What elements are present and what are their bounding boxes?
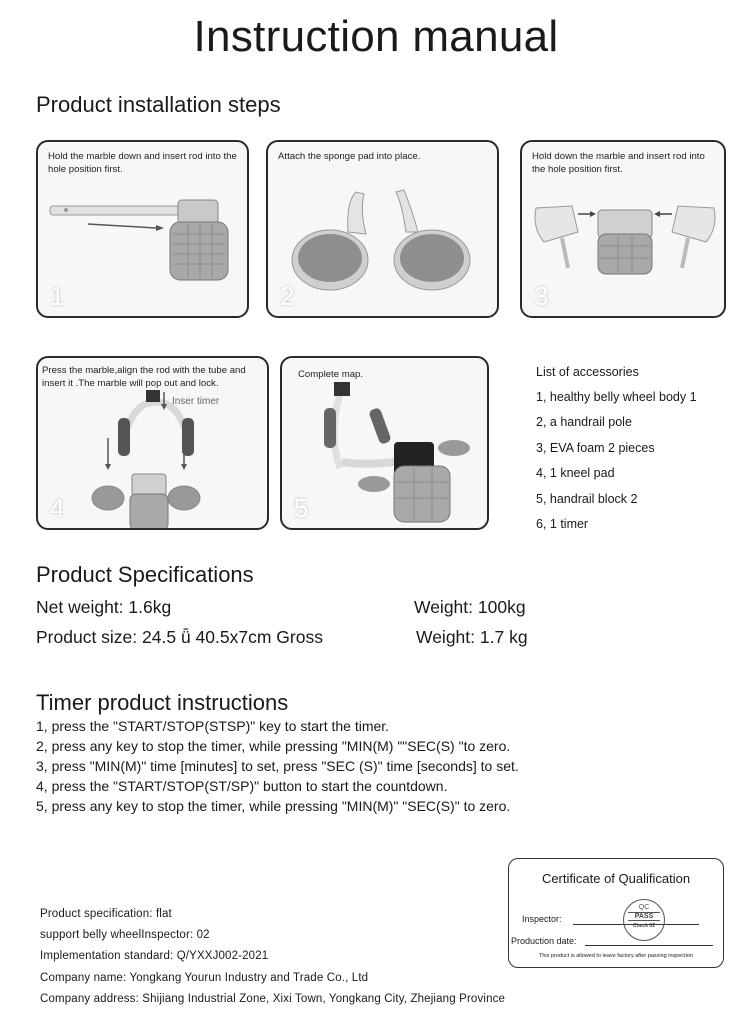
step-2-panel	[266, 140, 499, 318]
step-4-number: 4	[50, 493, 65, 523]
stamp-qc-text: QC	[638, 904, 650, 911]
accessory-item: 4, 1 kneel pad	[536, 466, 615, 481]
installation-heading: Product installation steps	[36, 92, 281, 117]
implementation-standard-line: Implementation standard: Q/YXXJ002-2021	[40, 950, 269, 963]
certificate-note: This product is allowed to leave factory after passing inspection	[538, 953, 694, 959]
document-title: Instruction manual	[193, 12, 559, 61]
step-5-panel	[280, 356, 489, 530]
weight: Weight: 100kg	[414, 597, 526, 617]
inser-timer-callout: Inser timer	[172, 396, 220, 407]
step-4-panel	[36, 356, 269, 530]
step-5-caption: Complete map.	[298, 369, 364, 380]
accessory-item: 2, a handrail pole	[536, 415, 632, 430]
timer-instruction-line: 1, press the "START/STOP(STSP)" key to start the timer.	[36, 718, 390, 734]
company-info	[40, 905, 505, 1011]
accessory-item: 1, healthy belly wheel body 1	[536, 390, 697, 404]
step-1-caption: Hold the marble down and insert rod into the hole position first.	[48, 151, 237, 175]
stamp-pass-text: PASS	[628, 912, 660, 921]
accessories-title: List of accessories	[536, 365, 639, 379]
inspector-line: support belly wheelInspector: 02	[40, 929, 210, 942]
product-size: Product size: 24.5 ǖ 40.5x7cm Gross	[36, 627, 323, 647]
timer-heading: Timer product instructions	[36, 690, 289, 715]
net-weight: Net weight: 1.6kg	[36, 597, 172, 617]
step-3-panel	[520, 140, 726, 318]
gross-weight: Weight: 1.7 kg	[416, 627, 528, 647]
timer-instruction-line: 2, press any key to stop the timer, while pressing "MIN(M) ""SEC(S) "to zero.	[36, 738, 511, 754]
stamp-check-text: Check 02	[633, 923, 655, 929]
specifications-heading: Product Specifications	[36, 562, 254, 587]
product-specification-line: Product specification: flat	[40, 908, 172, 920]
step-1-panel	[36, 140, 249, 318]
certificate-of-qualification	[508, 858, 724, 968]
step-2-caption: Attach the sponge pad into place.	[278, 151, 421, 162]
step-4-caption: Press the marble,align the rod with the tube and insert it .The marble will pop out and lock.	[42, 365, 246, 389]
certificate-title: Certificate of Qualification	[541, 871, 691, 886]
accessory-item: 5, handrail block 2	[536, 491, 638, 506]
timer-instructions	[36, 716, 519, 816]
production-date-line	[585, 945, 713, 946]
step-2-number: 2	[280, 281, 295, 311]
inspector-label: Inspector:	[522, 914, 562, 924]
step-5-number: 5	[294, 493, 309, 523]
timer-instruction-line: 4, press the "START/STOP(ST/SP)" button to start the countdown.	[36, 778, 448, 794]
company-address-line: Company address: Shijiang Industrial Zone, Xixi Town, Yongkang City, Zhejiang Province	[40, 992, 506, 1005]
step-5-illustration	[282, 358, 489, 530]
step-3-number: 3	[534, 281, 549, 311]
timer-instruction-line: 5, press any key to stop the timer, while pressing "MIN(M)" "SEC(S)" to zero.	[36, 798, 511, 814]
step-3-caption: Hold down the marble and insert rod into the hole position first.	[532, 151, 705, 175]
step-1-number: 1	[50, 281, 65, 311]
qc-pass-stamp	[623, 899, 665, 941]
accessory-item: 6, 1 timer	[536, 516, 589, 531]
accessory-item: 3, EVA foam 2 pieces	[536, 440, 655, 455]
accessories-list	[536, 364, 736, 541]
step-2-illustration	[268, 142, 499, 318]
company-name-line: Company name: Yongkang Yourun Industry and Trade Co., Ltd	[40, 971, 369, 984]
timer-instruction-line: 3, press "MIN(M)" time [minutes] to set, press "SEC (S)" time [seconds] to set.	[36, 758, 519, 774]
production-date-label: Production date:	[511, 936, 577, 946]
